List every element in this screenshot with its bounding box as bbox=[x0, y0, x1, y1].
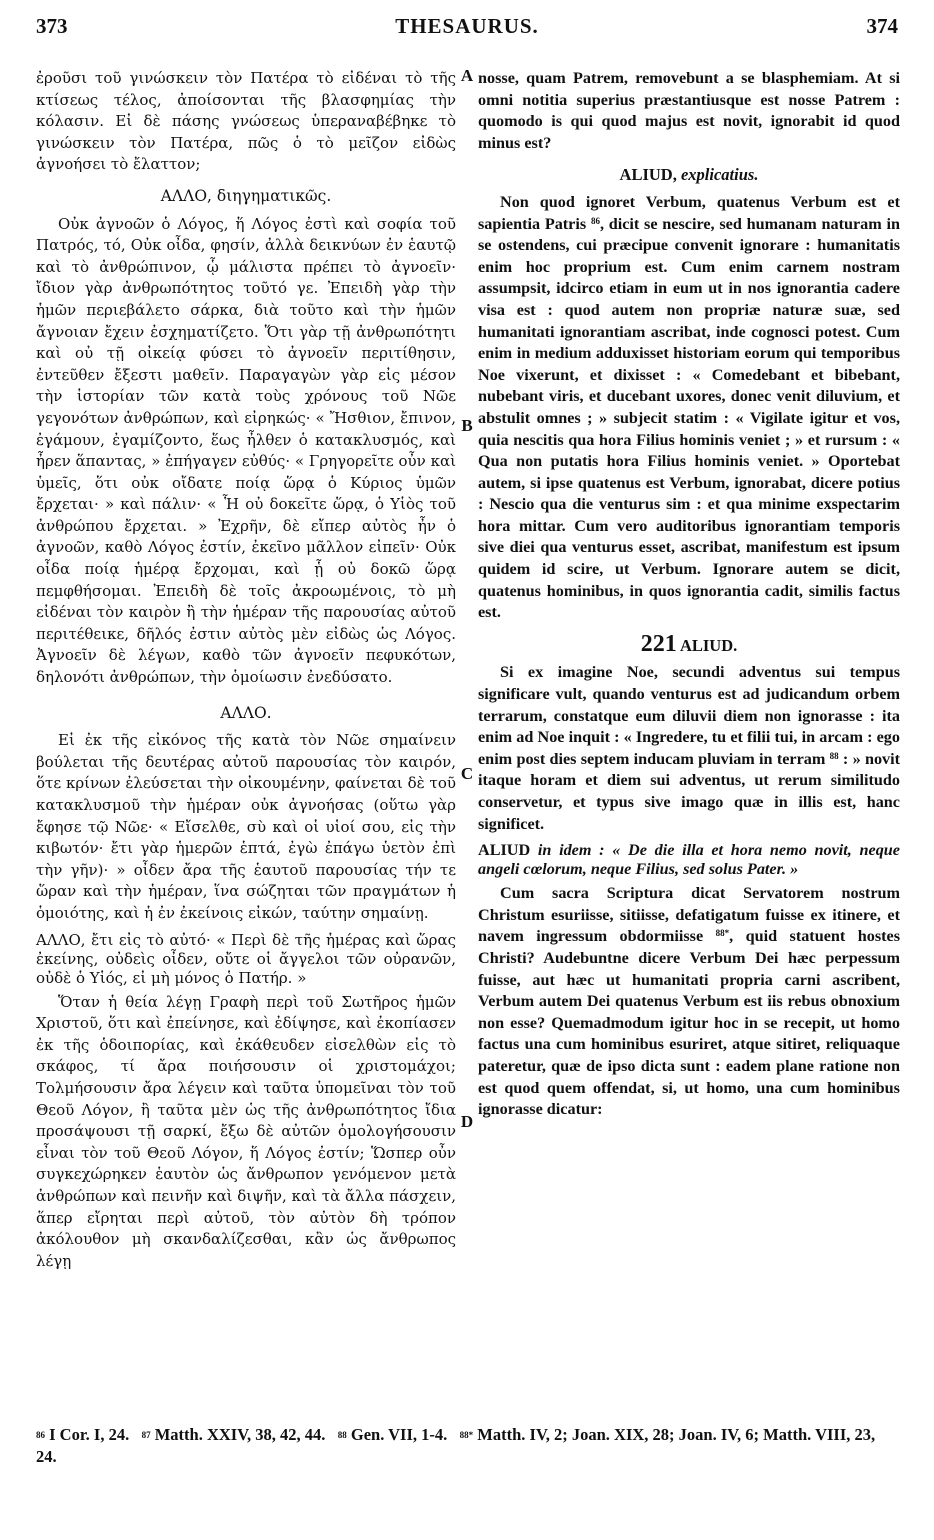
margin-marker-b: B bbox=[461, 416, 473, 435]
footnote-ref: 86 bbox=[590, 215, 600, 226]
greek-paragraph: ἐροῦσι τοῦ γινώσκειν τὸν Πατέρα τὸ εἰδέναι τὸ τῆς κτίσεως τέλος, ἀποίσονται τῆς βλασφημίας τὴν κόλασιν. Εἰ δὲ πάσης γνώσεως ὑπεραναβέβηκε τὸ γινώσκειν τὸν Πατέρα, πῶς ὁ τὸ μεῖζον εἰδὼς ἀγνοήσει τὸ ἔλαττον; bbox=[36, 69, 456, 174]
heading-main: ALIUD. bbox=[679, 635, 738, 655]
text-run: Cum sacra Scriptura dicat Servatorem nostrum Christum esuriisse, sitiisse, defatigatum fuisse ex itinere, et navem ingressum obdormiisse bbox=[478, 884, 900, 946]
section-number: 221 bbox=[640, 630, 677, 657]
footnote-number: 88 bbox=[337, 1430, 347, 1440]
greek-section-heading: ΑΛΛΟ, διηγηματικῶς. bbox=[160, 186, 332, 205]
text-run: : » novit itaque horam et diem sui adventus, ut rerum similitudo conservetur, et typus sive imago quæ in illis est, hanc significet. bbox=[478, 749, 901, 833]
footnote-number: 86 bbox=[36, 1430, 45, 1440]
latin-column bbox=[478, 68, 900, 1121]
running-title: THESAURUS. bbox=[395, 14, 539, 38]
footnote-text: I Cor. I, 24. bbox=[45, 1425, 130, 1444]
footnote-ref: 88 bbox=[829, 750, 839, 761]
text-run: , dicit se nescire, sed humanam naturam in se ostendens, cui præcipue convenit ignorare : humanitatis enim hoc proprium est. Cum enim carnem nostram assumpsit, idcirco etiam in eum ut in nos ignorantia cadere visa est : quod autem non propriæ naturæ suæ, sed humanitati ignorantiam ascribat, inde cognosci potest. Cum enim in medium adduxisset historiam eorum qui temporibus Noe vixerunt, et dixisset : « Comedebant et bibebant, nubebant viris, et ducebant uxores, donec venit diluvium, et abstulit omnes ; » subjecit statim : « Vigilate igitur et vos, quia nescitis qua hora Filius hominis veniet ; » et rursum : « Qua non putatis hora Filius hominis veniet. » Oportebat autem, si ipse quatenus est Verbum, ignorabat, dicere potius : Nescio qua die venturus sim : et qua minime exspectarim hora mittar. Cum vero auditoribus ignorantiam temporis sive diei qua venturus esset, ascribat, manifestum est ipsum quidem id scire, ut Verbum. Ignorare autem se dicit, quatenus hominibus, in quos ignorantia cadit, similis factus est. bbox=[478, 214, 901, 622]
footnote-text: Matth. IV, 2; Joan. XIX, 28; Joan. IV, 6; Matth. VIII, 23, 24. bbox=[36, 1425, 876, 1466]
text-run: Non quod ignoret Verbum, quatenus Verbum est et sapientia Patris bbox=[478, 192, 900, 233]
greek-lemma-heading: ΑΛΛΟ, ἔτι εἰς τὸ αὐτό· « Περὶ δὲ τῆς ἡμέρας καὶ ὥρας ἐκείνης, οὐδεὶς οἶδεν, οὔτε οἱ ἄγγελοι τῶν οὐρανῶν, οὐδὲ ὁ Υἱός, εἰ μὴ μόνος ὁ Πατήρ. » bbox=[36, 930, 456, 987]
text-run: Si ex imagine Noe, secundi adventus sui tempus significare vult, quando venturus est ad judicandum orbem terrarum, constatque eum diluvii diem non ignorasse : ita enim ad Noe inquit : « Ingredere, tu et filii tui, in arcam : ego enim post dies septem inducam pluviam in terram bbox=[478, 663, 900, 768]
greek-paragraph: Ὅταν ἡ θεία λέγῃ Γραφὴ περὶ τοῦ Σωτῆρος ἡμῶν Χριστοῦ, ὅτι καὶ ἐπείνησε, καὶ ἐδίψησε, καὶ ἐκοπίασεν ἐκ τῆς ὁδοιπορίας, καὶ ἐκάθευδεν εἰσελθὼν εἰς τὸ σκάφος, τί ἄρα ποιήσουσιν οἱ χριστομάχοι; Τολμήσουσιν ἄρα λέγειν καὶ ταῦτα ὑπομεῖναι τὸν τοῦ Θεοῦ Λόγον, ἢ ταῦτα μὲν ὡς τῆς ἀνθρωπότητος ἴδια προσάψουσι τῇ σαρκί, ἔξω δὲ αὐτῶν ὁμολογήσουσιν εἶναι τὸν τοῦ Θεοῦ Λόγον, ἥ Λόγος ἐστίν; Ὥσπερ οὖν συγκεχώρηκεν ἑαυτὸν ὡς ἄνθρωπον γενόμενον μετὰ ἀνθρώπων καὶ πεινῆν καὶ διψῆν, καὶ τὰ ἄλλα πάσχειν, ἅπερ εἴρηται περὶ αὐτοῦ, τὸν αὐτὸν δὴ τρόπον ἀκόλουθον μὴ σκανδαλίζεσθαι, κἂν ὡς ἄνθρωπος λέγῃ bbox=[36, 992, 456, 1270]
latin-paragraph bbox=[478, 883, 900, 1121]
footnote-number: 87 bbox=[141, 1430, 151, 1440]
page-number-left: 373 bbox=[36, 14, 68, 38]
latin-paragraph bbox=[478, 662, 900, 835]
footnote-number: 88* bbox=[459, 1430, 474, 1440]
footnote-ref: 88* bbox=[715, 928, 730, 939]
latin-paragraph bbox=[478, 192, 900, 624]
margin-marker-c: C bbox=[460, 764, 474, 783]
greek-column bbox=[36, 68, 456, 1272]
heading-sub: explicatius. bbox=[680, 165, 759, 185]
greek-section-heading: ΑΛΛΟ. bbox=[220, 703, 272, 722]
running-head bbox=[36, 14, 898, 44]
greek-paragraph: Οὐκ ἀγνοῶν ὁ Λόγος, ἥ Λόγος ἐστὶ καὶ σοφία τοῦ Πατρός, τό, Οὐκ οἶδα, φησίν, ἀλλὰ δεικνύων ἐν ἑαυτῷ καὶ τὸ ἀνθρώπινον, ᾧ μάλιστα πρέπει τὸ ἀγνοεῖν· ἴδιον γὰρ ἀνθρωπότητος τοῦτό γε. Ἐπειδὴ γὰρ τὴν ἡμῶν περιεβάλετο σάρκα, διὰ τοῦτο καὶ τὴν ἡμῶν ἄγνοιαν ἔχειν ἐσχηματίζετο. Ὅτι γὰρ τῇ ἀνθρωπότητι καὶ οὐ τῇ οἰκείᾳ φύσει τὸ ἀγνοεῖν περιτίθησιν, ἐντεῦθεν ἔξεστι μαθεῖν. Παραγαγὼν γὰρ εἰς μέσον τὴν ἱστορίαν τῶν κατὰ τοὺς χρόνους τοῦ Νῶε γεγονότων ἀνθρώπων, καὶ εἰρηκώς· « Ἤσθιον, ἔπινον, ἐγάμουν, ἐγαμίζοντο, ἕως ἦλθεν ὁ κατακλυσμός, καὶ ἦρεν ἅπαντας, » ἐπήγαγεν εὐθύς· « Γρηγορεῖτε οὖν καὶ ὑμεῖς, ὅτι οὐκ οἴδατε ποίᾳ ὥρᾳ ὁ Κύριος ὑμῶν ἔρχεται· » καὶ πάλιν· « Ἧ οὐ δοκεῖτε ὥρᾳ, ὁ Υἱὸς τοῦ ἀνθρώπου ἔρχεται. » Ἐχρῆν, δὲ εἴπερ αὐτὸς ἦν ὁ ἀγνοῶν, καθὸ Λόγος ἐστίν, ἐκεῖνο μᾶλλον εἰπεῖν· Οὐκ οἶδα ποίᾳ ἡμέρᾳ ἔρχομαι, καὶ ᾗ οὐ δοκῶ ὥρᾳ πεμφθήσομαι. Ἐπειδὴ δὲ τοῖς ἀκροωμένοις, τὸ μὴ εἰδέναι τὸν καιρὸν ἢ τὴν ἡμέραν τῆς παρουσίας αὐτοῦ περιτέθεικε, δῆλός ἐστιν αὐτὸς μὲν εἰδὼς ὡς Λόγος. Ἀγνοεῖν δὲ λέγων, καθὸ τῶν ἀγνοεῖν πεφυκότων, δηλονότι ἀνθρώπων, τὴν ὁμοίωσιν ἐνεδύσατο. bbox=[36, 214, 456, 687]
footnote-text: Matth. XXIV, 38, 42, 44. bbox=[150, 1425, 326, 1444]
heading-main: ALIUD, bbox=[619, 165, 677, 185]
margin-marker-a: A bbox=[460, 66, 474, 85]
latin-section-heading bbox=[478, 164, 900, 186]
text-run: , quid statuent hostes Christi? Audebuntne dicere Verbum Dei hæc perpessum fuisse, aut hæc ut humanitati propria carni ascribent, Verbum autem Dei quatenus Verbum est iis rebus obnoxium non esse? Quemadmodum igitur hoc in se recepit, ut homo factus una cum hominibus esuriret, atque sitiret, reliquaque pateretur, quæ de ipso dicta sunt : eadem plane ratione non est quod quem offendat, si, ut homo, una cum hominibus ignorasse dicatur: bbox=[478, 927, 900, 1119]
latin-section-heading bbox=[478, 630, 900, 657]
heading-sub: in idem : « De die illa et hora nemo novit, neque angeli cœlorum, neque Filius, sed solus Pater. » bbox=[478, 841, 900, 879]
heading-main: ALIUD bbox=[478, 841, 531, 860]
margin-marker-d: D bbox=[460, 1112, 474, 1131]
footnote-text: Gen. VII, 1-4. bbox=[346, 1425, 448, 1444]
latin-lemma-heading bbox=[478, 841, 900, 879]
page-number-right: 374 bbox=[866, 14, 898, 38]
greek-paragraph: Εἰ ἐκ τῆς εἰκόνος τῆς κατὰ τὸν Νῶε σημαίνειν βούλεται τῆς δευτέρας αὐτοῦ παρουσίας τὸν καιρόν, ὅτε κρίνων ἐλεύσεται τὴν οἰκουμένην, φαίνεται δὲ τοῦ κατακλυσμοῦ τὴν ἡμέραν οὐκ ἀγνοήσας (οὕτω γὰρ ἔφησε τῷ Νῶε· « Εἴσελθε, σὺ καὶ οἱ υἱοί σου, εἰς τὴν κιβωτόν· ἔτι γὰρ ἡμερῶν ἑπτά, ἐγὼ ἐπάγω ὑετὸν ἐπὶ τὴν γῆν)· » οἶδεν ἄρα τῆς ἑαυτοῦ παρουσίας τήν τε ὥραν καὶ τὴν ἡμέραν, ἵνα σώζηται τῶν πραγμάτων ἡ ὁμοιότης, καὶ ἡ ἐν ἐκείνοις εἰκών, ταύτην σημαίνῃ. bbox=[36, 731, 456, 922]
latin-paragraph: nosse, quam Patrem, removebunt a se blasphemiam. At si omni notitia superius præstantiusque est nosse Patrem : quomodo is qui quod majus est novit, ignorabit id quod minus est? bbox=[478, 69, 900, 152]
footnotes bbox=[36, 1424, 898, 1468]
